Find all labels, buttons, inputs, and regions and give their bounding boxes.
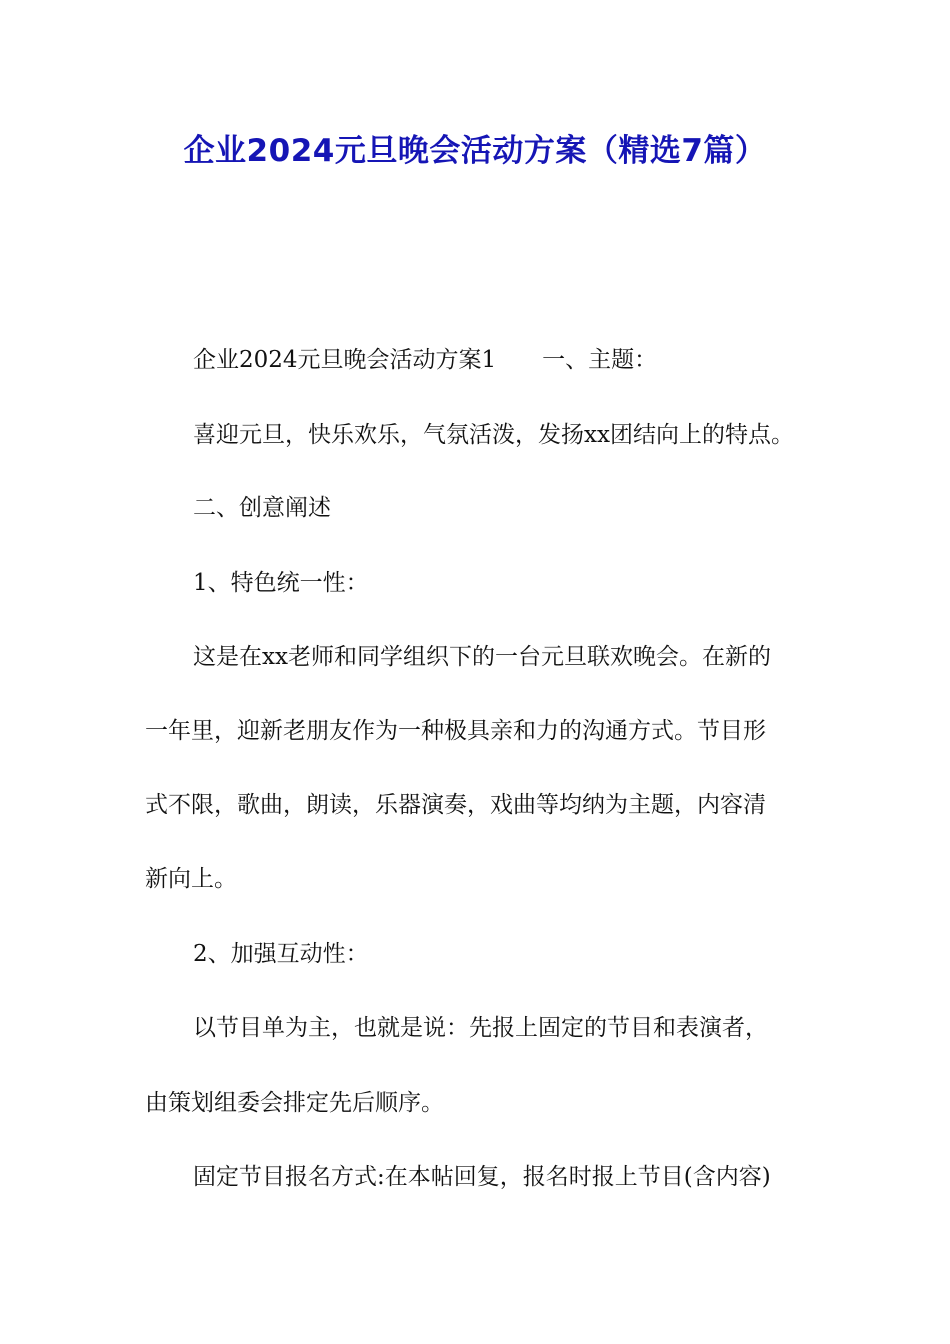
section-heading: 二、创意阐述 [193,495,331,521]
paragraph-line: 固定节目报名方式:在本帖回复，报名时报上节目(含内容) [193,1164,771,1190]
document-title: 企业2024元旦晚会活动方案（精选7篇） [183,133,767,169]
paragraph-line: 这是在xx老师和同学组织下的一台元旦联欢晚会。在新的 [193,644,771,670]
paragraph-line: 企业2024元旦晚会活动方案1 一、主题： [193,347,658,373]
subsection-heading: 1、特色统一性： [193,570,369,596]
paragraph-line: 一年里，迎新老朋友作为一种极具亲和力的沟通方式。节目形 [145,718,766,744]
paragraph-line: 由策划组委会排定先后顺序。 [145,1090,444,1116]
paragraph-line: 新向上。 [145,866,237,892]
paragraph-line: 式不限，歌曲，朗读，乐器演奏，戏曲等均纳为主题，内容清 [145,792,766,818]
paragraph-line: 喜迎元旦，快乐欢乐，气氛活泼，发扬xx团结向上的特点。 [193,422,794,448]
paragraph-line: 以节目单为主，也就是说：先报上固定的节目和表演者， [193,1015,768,1041]
subsection-heading: 2、加强互动性： [193,941,369,967]
